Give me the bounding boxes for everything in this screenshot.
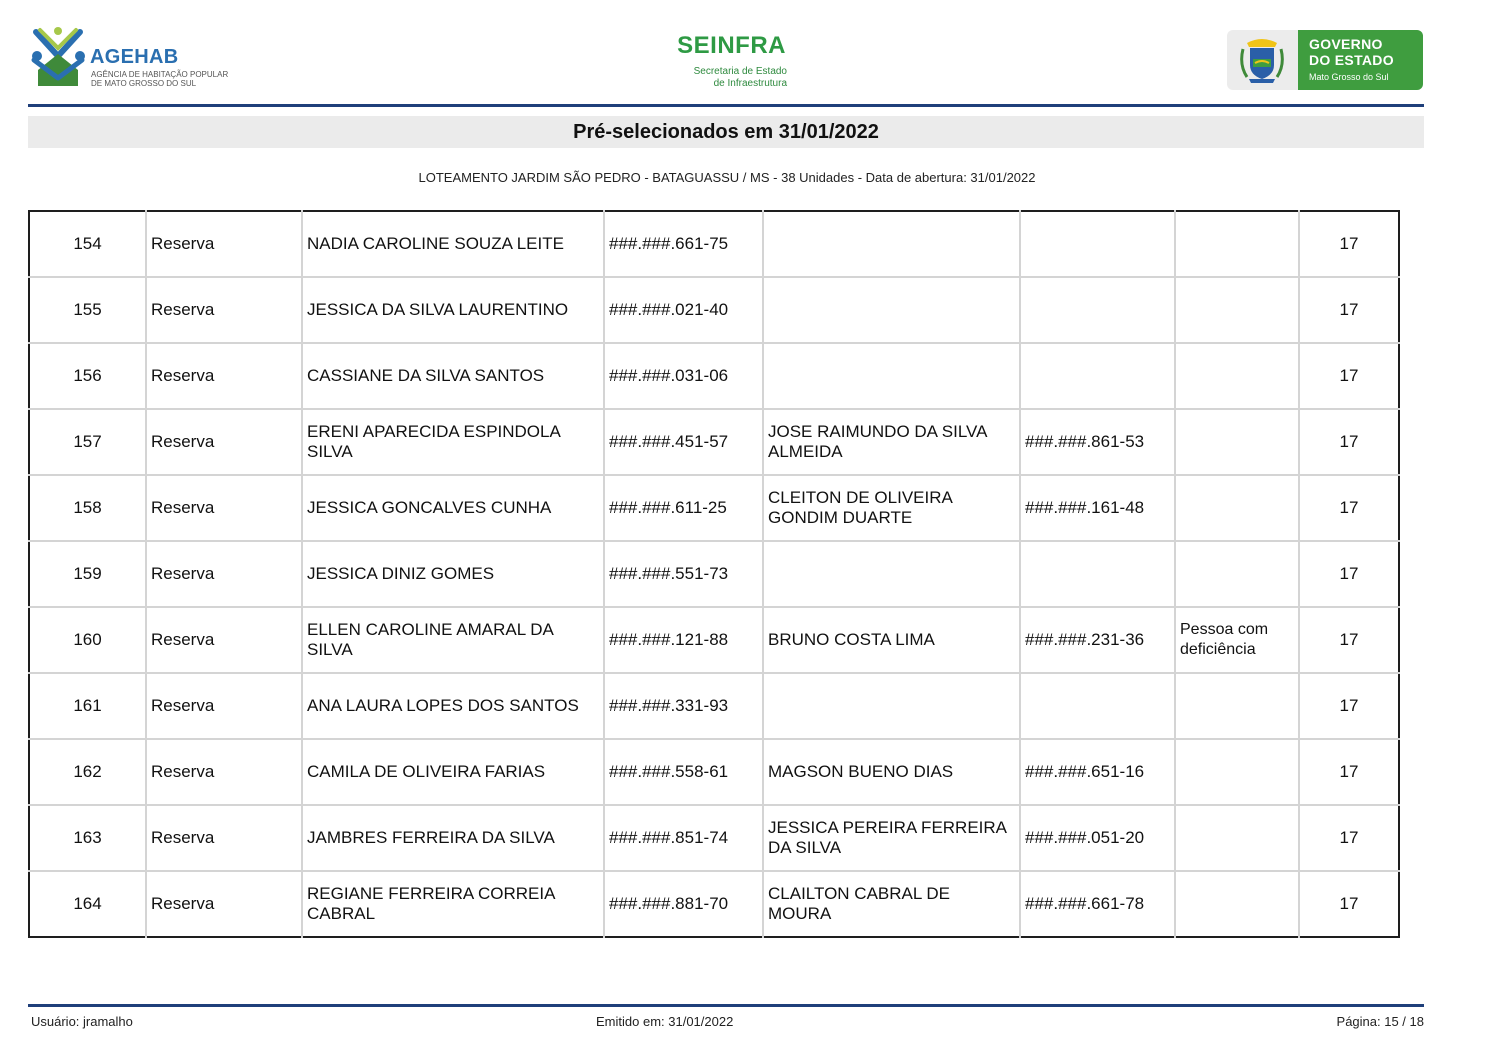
governo-line3: Mato Grosso do Sul — [1309, 72, 1389, 82]
row-spouse-cpf — [1020, 277, 1175, 343]
row-spouse-cpf — [1020, 541, 1175, 607]
row-observation — [1175, 475, 1299, 541]
row-score: 17 — [1299, 871, 1399, 937]
row-observation — [1175, 343, 1299, 409]
row-score: 17 — [1299, 541, 1399, 607]
table-row — [29, 805, 1399, 871]
row-cpf: ###.###.021-40 — [604, 277, 763, 343]
row-name: ANA LAURA LOPES DOS SANTOS — [302, 673, 604, 739]
row-spouse-name: CLEITON DE OLIVEIRA GONDIM DUARTE — [763, 475, 1020, 541]
row-cpf: ###.###.121-88 — [604, 607, 763, 673]
row-status: Reserva — [146, 607, 302, 673]
seinfra-logo — [640, 30, 790, 94]
row-status: Reserva — [146, 673, 302, 739]
row-number: 163 — [29, 805, 146, 871]
governo-line1: GOVERNO — [1309, 36, 1383, 52]
row-spouse-name: MAGSON BUENO DIAS — [763, 739, 1020, 805]
seinfra-subtitle-line1: Secretaria de Estado — [693, 66, 787, 77]
row-status: Reserva — [146, 343, 302, 409]
row-spouse-cpf: ###.###.161-48 — [1020, 475, 1175, 541]
row-name: JESSICA DA SILVA LAURENTINO — [302, 277, 604, 343]
row-name: JESSICA GONCALVES CUNHA — [302, 475, 604, 541]
row-score: 17 — [1299, 805, 1399, 871]
governo-logo — [1227, 30, 1423, 90]
row-observation — [1175, 871, 1299, 937]
row-cpf: ###.###.611-25 — [604, 475, 763, 541]
candidates-table — [28, 210, 1400, 938]
row-score: 17 — [1299, 277, 1399, 343]
row-spouse-cpf: ###.###.231-36 — [1020, 607, 1175, 673]
agehab-subtitle — [91, 70, 231, 88]
table-row — [29, 475, 1399, 541]
row-number: 157 — [29, 409, 146, 475]
row-cpf: ###.###.031-06 — [604, 343, 763, 409]
footer-issued-date: Emitido em: 31/01/2022 — [596, 1014, 734, 1029]
project-subtitle: LOTEAMENTO JARDIM SÃO PEDRO - BATAGUASSU / MS - 38 Unidades - Data de abertura: 31/01/2022 — [418, 170, 1036, 185]
footer-user: Usuário: jramalho — [31, 1014, 133, 1029]
row-score: 17 — [1299, 475, 1399, 541]
row-spouse-cpf: ###.###.861-53 — [1020, 409, 1175, 475]
table-row — [29, 211, 1399, 277]
row-cpf: ###.###.558-61 — [604, 739, 763, 805]
row-name: JAMBRES FERREIRA DA SILVA — [302, 805, 604, 871]
seinfra-subtitle — [647, 66, 787, 90]
title-bar — [28, 116, 1424, 148]
table-row — [29, 343, 1399, 409]
row-number: 155 — [29, 277, 146, 343]
row-status: Reserva — [146, 739, 302, 805]
row-status: Reserva — [146, 211, 302, 277]
row-spouse-cpf: ###.###.051-20 — [1020, 805, 1175, 871]
table-row — [29, 277, 1399, 343]
row-score: 17 — [1299, 607, 1399, 673]
row-spouse-name: JOSE RAIMUNDO DA SILVA ALMEIDA — [763, 409, 1020, 475]
row-number: 164 — [29, 871, 146, 937]
row-score: 17 — [1299, 739, 1399, 805]
governo-text-box — [1298, 30, 1423, 90]
row-number: 154 — [29, 211, 146, 277]
row-observation — [1175, 409, 1299, 475]
row-observation: Pessoa com deficiência — [1175, 607, 1299, 673]
row-number: 161 — [29, 673, 146, 739]
row-observation — [1175, 673, 1299, 739]
row-cpf: ###.###.881-70 — [604, 871, 763, 937]
table-body — [29, 211, 1399, 937]
agehab-subtitle-line2: DE MATO GROSSO DO SUL — [91, 79, 197, 88]
row-observation — [1175, 541, 1299, 607]
row-spouse-name — [763, 277, 1020, 343]
row-spouse-name: JESSICA PEREIRA FERREIRA DA SILVA — [763, 805, 1020, 871]
table-row — [29, 607, 1399, 673]
row-spouse-cpf — [1020, 673, 1175, 739]
row-spouse-cpf: ###.###.661-78 — [1020, 871, 1175, 937]
agehab-subtitle-line1: AGÊNCIA DE HABITAÇÃO POPULAR — [91, 70, 229, 79]
row-score: 17 — [1299, 409, 1399, 475]
row-observation — [1175, 277, 1299, 343]
seinfra-name: SEINFRA — [677, 32, 786, 59]
row-spouse-name — [763, 211, 1020, 277]
row-status: Reserva — [146, 541, 302, 607]
row-number: 162 — [29, 739, 146, 805]
row-cpf: ###.###.661-75 — [604, 211, 763, 277]
footer-page-number: Página: 15 / 18 — [1336, 1014, 1424, 1029]
row-name: CASSIANE DA SILVA SANTOS — [302, 343, 604, 409]
table-row — [29, 871, 1399, 937]
row-cpf: ###.###.851-74 — [604, 805, 763, 871]
row-spouse-cpf — [1020, 211, 1175, 277]
row-number: 158 — [29, 475, 146, 541]
row-observation — [1175, 805, 1299, 871]
row-name: REGIANE FERREIRA CORREIA CABRAL — [302, 871, 604, 937]
row-status: Reserva — [146, 871, 302, 937]
page-title: Pré-selecionados em 31/01/2022 — [573, 121, 879, 143]
header-divider — [28, 104, 1424, 107]
agehab-name: AGEHAB — [90, 46, 179, 68]
governo-line2: DO ESTADO — [1309, 52, 1394, 68]
row-spouse-name: BRUNO COSTA LIMA — [763, 607, 1020, 673]
state-crest-icon — [1237, 35, 1287, 85]
row-spouse-name — [763, 673, 1020, 739]
row-name: ELLEN CAROLINE AMARAL DA SILVA — [302, 607, 604, 673]
row-status: Reserva — [146, 277, 302, 343]
row-name: NADIA CAROLINE SOUZA LEITE — [302, 211, 604, 277]
row-spouse-cpf — [1020, 343, 1175, 409]
row-observation — [1175, 739, 1299, 805]
row-number: 160 — [29, 607, 146, 673]
row-spouse-name: CLAILTON CABRAL DE MOURA — [763, 871, 1020, 937]
row-spouse-name — [763, 343, 1020, 409]
row-number: 156 — [29, 343, 146, 409]
row-spouse-name — [763, 541, 1020, 607]
row-cpf: ###.###.451-57 — [604, 409, 763, 475]
table-row — [29, 541, 1399, 607]
row-cpf: ###.###.551-73 — [604, 541, 763, 607]
row-status: Reserva — [146, 409, 302, 475]
row-score: 17 — [1299, 343, 1399, 409]
row-name: ERENI APARECIDA ESPINDOLA SILVA — [302, 409, 604, 475]
row-number: 159 — [29, 541, 146, 607]
row-score: 17 — [1299, 673, 1399, 739]
row-name: JESSICA DINIZ GOMES — [302, 541, 604, 607]
row-spouse-cpf: ###.###.651-16 — [1020, 739, 1175, 805]
row-name: CAMILA DE OLIVEIRA FARIAS — [302, 739, 604, 805]
seinfra-subtitle-line2: de Infraestrutura — [713, 78, 787, 89]
table-row — [29, 739, 1399, 805]
table-row — [29, 673, 1399, 739]
row-observation — [1175, 211, 1299, 277]
footer-divider — [28, 1004, 1424, 1007]
row-status: Reserva — [146, 475, 302, 541]
row-status: Reserva — [146, 805, 302, 871]
row-cpf: ###.###.331-93 — [604, 673, 763, 739]
table-row — [29, 409, 1399, 475]
agehab-emblem-icon — [30, 26, 88, 88]
row-score: 17 — [1299, 211, 1399, 277]
agehab-logo — [30, 26, 230, 92]
